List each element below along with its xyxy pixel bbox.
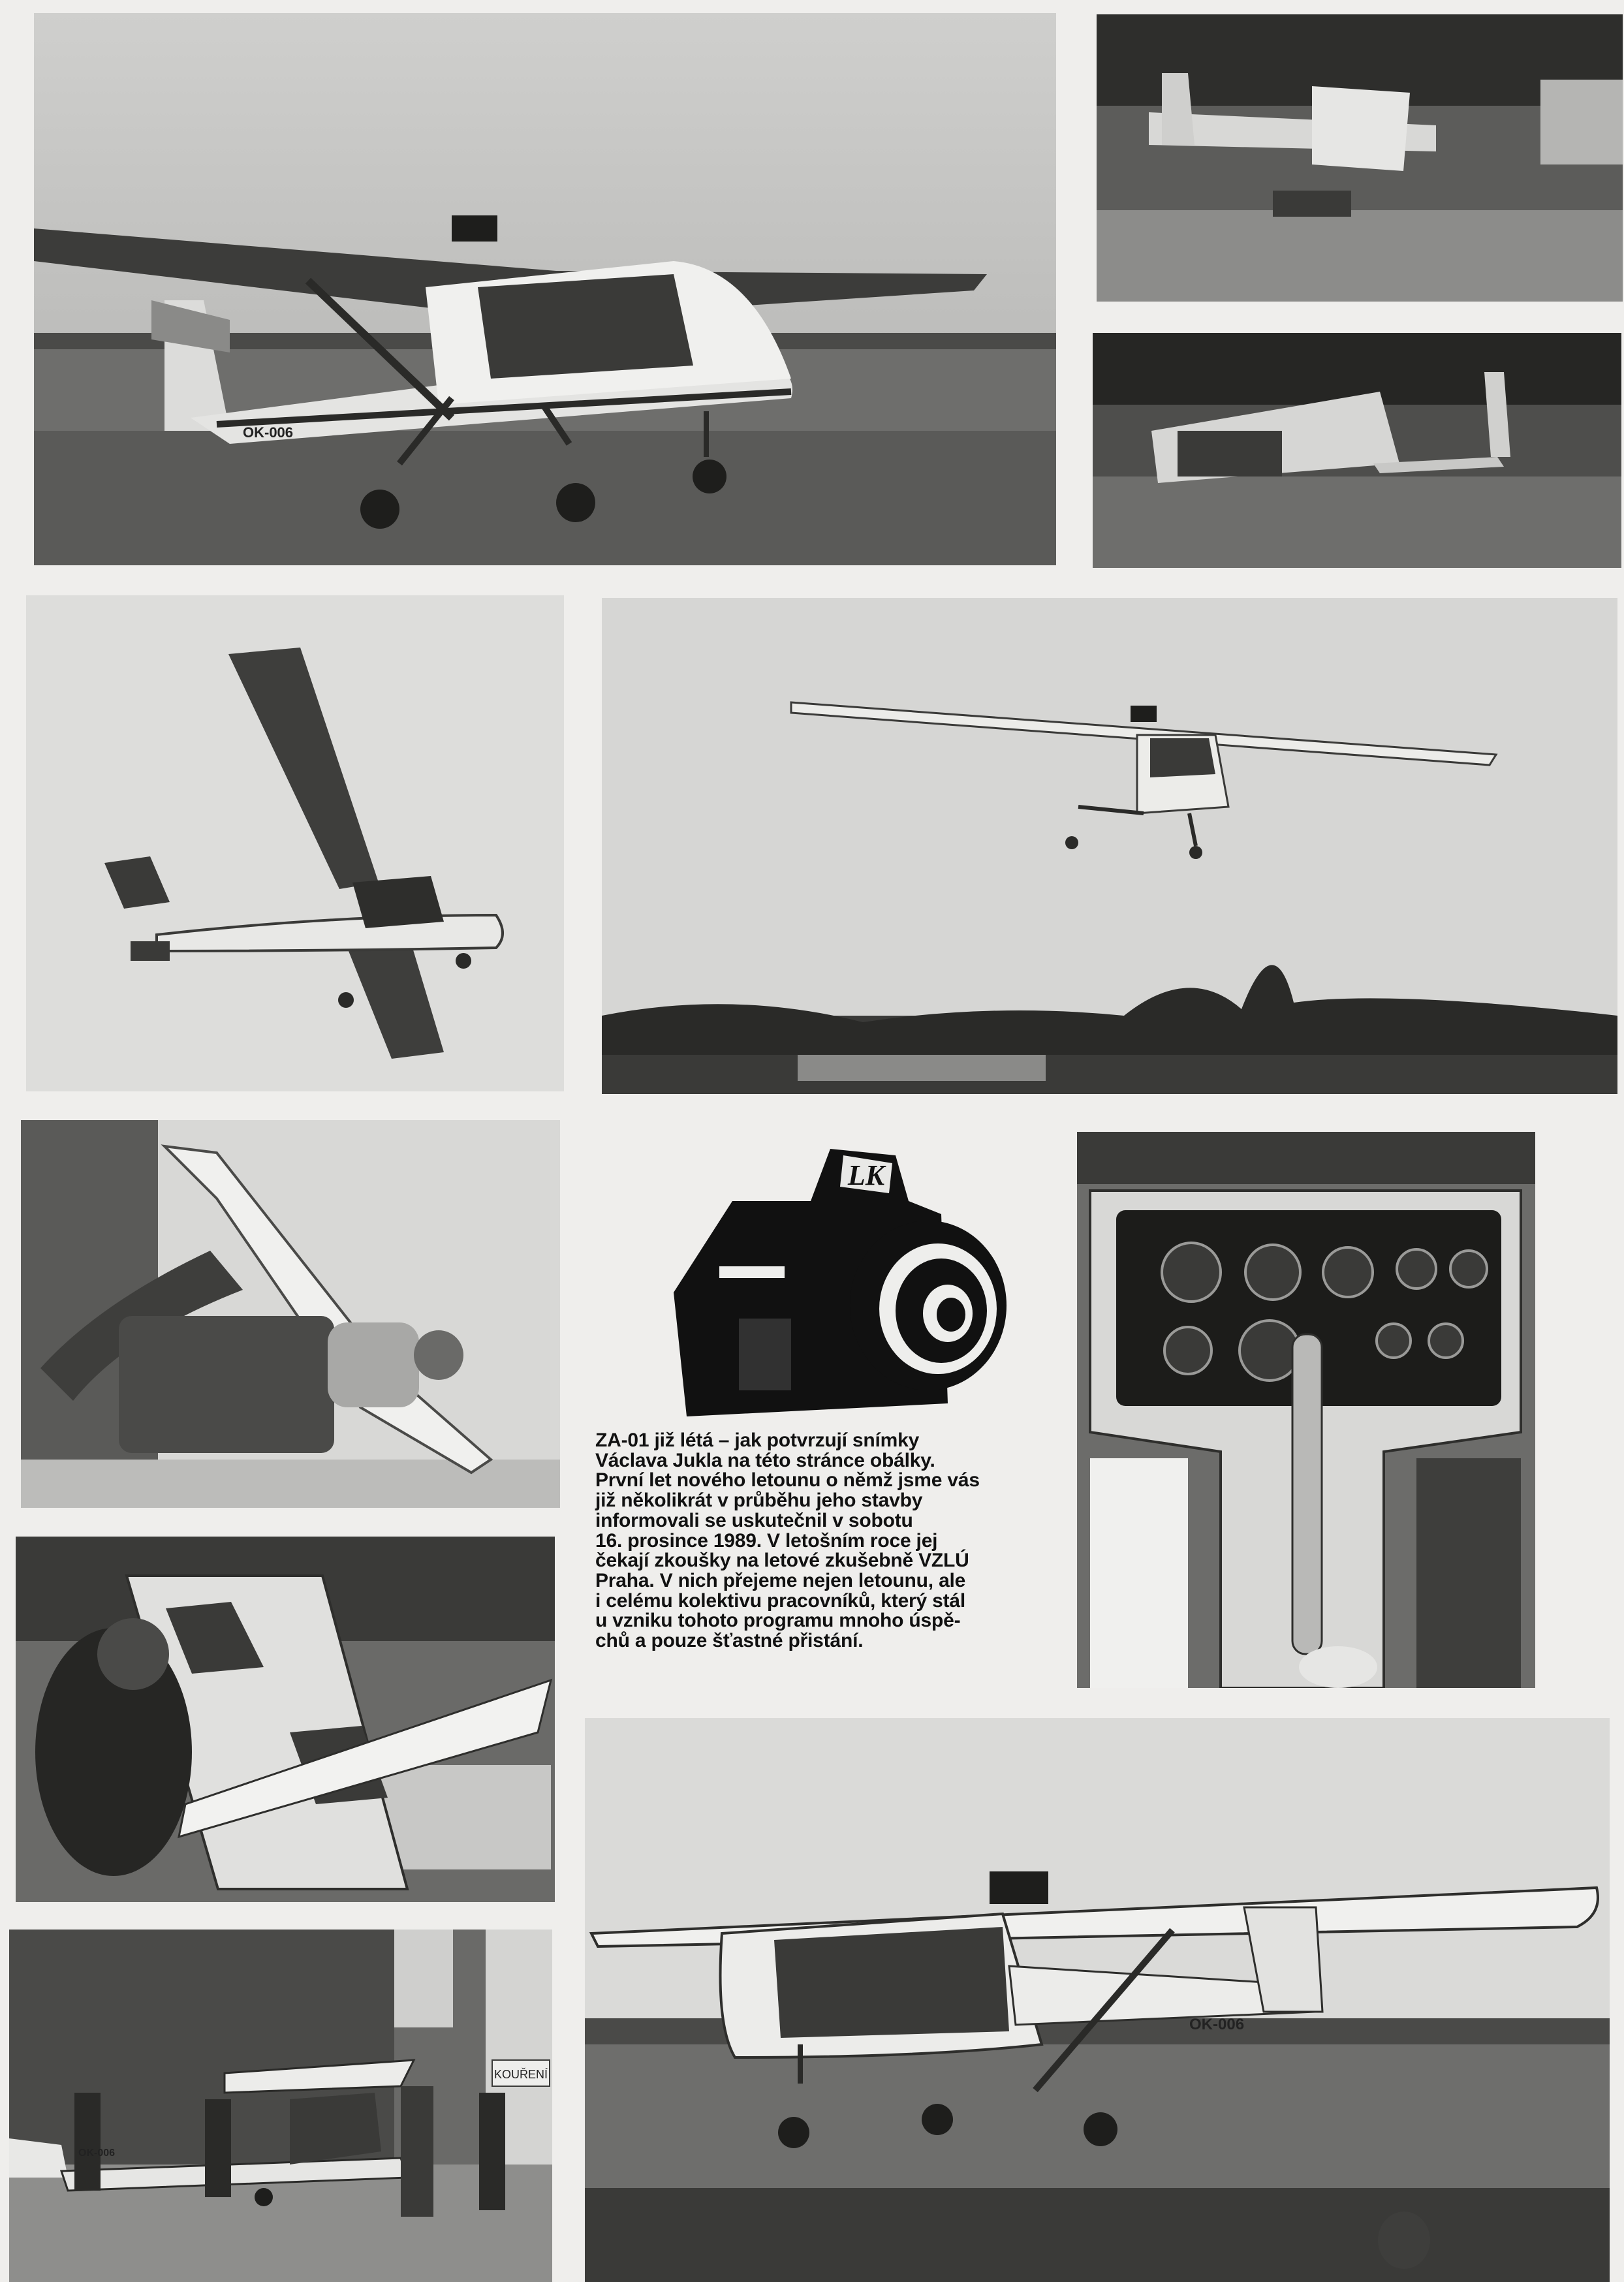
photo-hangar-crew bbox=[9, 1930, 552, 2282]
photo-hangar-fuselage bbox=[1093, 333, 1621, 568]
photo-instrument-panel bbox=[1077, 1132, 1535, 1688]
camera-badge: LK bbox=[847, 1159, 885, 1191]
caption-line: chů a pouze šťastné přistání. bbox=[595, 1630, 864, 1652]
photo-engine-propeller bbox=[21, 1120, 560, 1508]
photo-aircraft-flyover bbox=[602, 598, 1617, 1094]
hangar-sign: KOUŘENÍ bbox=[493, 2068, 548, 2081]
registration-mark: OK-006 bbox=[243, 424, 294, 441]
camera-logo bbox=[661, 1123, 1013, 1423]
caption-line: čekají zkoušky na letové zkušebně VZLÚ bbox=[595, 1550, 969, 1572]
caption-line: 16. prosince 1989. V letošním roce jej bbox=[595, 1529, 938, 1552]
photo-workshop-tail bbox=[16, 1537, 555, 1902]
caption-line: již několikrát v průběhu jeho stavby bbox=[595, 1490, 923, 1512]
caption-line: informovali se uskutečnil v sobotu bbox=[595, 1509, 913, 1531]
photo-aircraft-on-apron bbox=[585, 1718, 1610, 2282]
photo-aircraft-taxiing bbox=[34, 13, 1056, 565]
article-caption bbox=[595, 1431, 1051, 1651]
registration-mark: OK-006 bbox=[78, 2148, 116, 2159]
caption-line: Praha. V nich přejeme nejen letounu, ale bbox=[595, 1569, 966, 1591]
caption-line: První let nového letounu o němž jsme vás bbox=[595, 1469, 980, 1492]
photo-aircraft-banking bbox=[26, 595, 564, 1091]
caption-line: Václava Jukla na této stránce obálky. bbox=[595, 1449, 935, 1471]
caption-line: ZA-01 již létá – jak potvrzují snímky bbox=[595, 1430, 920, 1451]
caption-line: i celému kolektivu pracovníků, který stál bbox=[595, 1589, 966, 1612]
registration-mark: OK-006 bbox=[1189, 2016, 1245, 2033]
caption-line: u vzniku tohoto programu mnoho úspě- bbox=[595, 1610, 961, 1632]
photo-hangar-assembly-top bbox=[1097, 14, 1623, 302]
